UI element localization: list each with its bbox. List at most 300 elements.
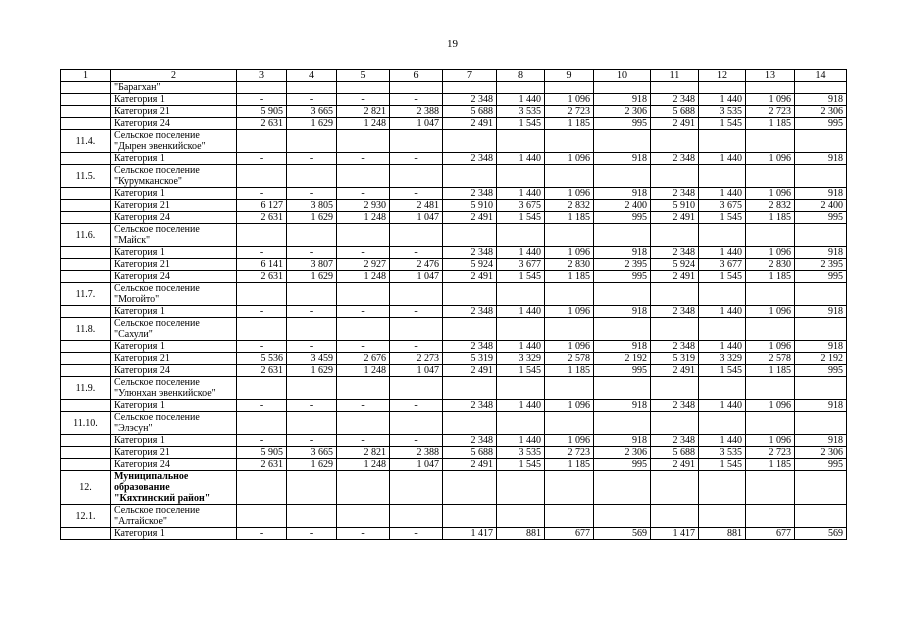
value-cell: 2 348 — [651, 247, 699, 259]
value-cell: - — [287, 528, 337, 540]
row-index: 11.8. — [61, 318, 111, 341]
empty-cell — [545, 505, 594, 528]
value-cell: 995 — [795, 118, 847, 130]
value-cell: 1 440 — [497, 247, 545, 259]
row-index — [61, 188, 111, 200]
value-cell: - — [237, 435, 287, 447]
row-name-line: Категория 1 — [114, 153, 165, 164]
value-cell: 5 319 — [651, 353, 699, 365]
value-cell: 1 185 — [746, 271, 795, 283]
value-cell: 3 807 — [287, 259, 337, 271]
value-cell: 5 536 — [237, 353, 287, 365]
value-cell: 1 185 — [545, 212, 594, 224]
row-index — [61, 528, 111, 540]
header-cell: 8 — [497, 70, 545, 82]
value-cell: 2 348 — [443, 153, 497, 165]
empty-cell — [337, 412, 390, 435]
empty-cell — [390, 165, 443, 188]
row-name-line: "Майск" — [114, 235, 151, 246]
value-cell: 3 665 — [287, 106, 337, 118]
empty-cell — [795, 471, 847, 505]
row-name-line: Категория 21 — [114, 447, 170, 458]
empty-cell — [699, 130, 746, 153]
value-cell: 1 185 — [746, 459, 795, 471]
empty-cell — [651, 471, 699, 505]
value-cell: 2 723 — [746, 106, 795, 118]
value-cell: 1 096 — [545, 153, 594, 165]
row-name-line: Категория 24 — [114, 271, 170, 282]
value-cell: 1 440 — [699, 153, 746, 165]
value-cell: 2 306 — [594, 106, 651, 118]
value-cell: 2 631 — [237, 365, 287, 377]
value-cell: - — [390, 188, 443, 200]
row-name-line: Сельское поселение — [114, 412, 200, 423]
row-name — [111, 459, 237, 471]
value-cell: 1 096 — [746, 306, 795, 318]
empty-cell — [443, 318, 497, 341]
empty-cell — [337, 505, 390, 528]
row-name-line: "Сахули" — [114, 329, 153, 340]
value-cell: 3 535 — [699, 447, 746, 459]
value-cell: 1 096 — [545, 341, 594, 353]
empty-cell — [545, 318, 594, 341]
value-cell: 5 910 — [651, 200, 699, 212]
value-cell: 1 248 — [337, 271, 390, 283]
table-row — [61, 365, 847, 377]
value-cell: - — [390, 153, 443, 165]
row-index — [61, 118, 111, 130]
value-cell: 2 491 — [651, 118, 699, 130]
value-cell: 1 096 — [545, 94, 594, 106]
table-row — [61, 505, 847, 528]
value-cell: 881 — [699, 528, 746, 540]
value-cell: - — [337, 306, 390, 318]
value-cell: - — [237, 528, 287, 540]
header-row — [61, 70, 847, 82]
row-name-line: Категория 1 — [114, 435, 165, 446]
empty-cell — [545, 412, 594, 435]
value-cell: 2 395 — [594, 259, 651, 271]
empty-cell — [237, 283, 287, 306]
value-cell: 1 047 — [390, 118, 443, 130]
empty-cell — [795, 165, 847, 188]
value-cell: 2 491 — [443, 271, 497, 283]
empty-cell — [699, 224, 746, 247]
value-cell: 2 395 — [795, 259, 847, 271]
row-name-line: Сельское поселение — [114, 283, 200, 294]
empty-cell — [545, 471, 594, 505]
value-cell: 995 — [795, 459, 847, 471]
value-cell: 1 096 — [545, 435, 594, 447]
empty-cell — [746, 130, 795, 153]
empty-cell — [594, 377, 651, 400]
value-cell: 1 440 — [497, 341, 545, 353]
value-cell: 2 306 — [795, 106, 847, 118]
row-index — [61, 353, 111, 365]
value-cell: 918 — [795, 188, 847, 200]
value-cell: 1 629 — [287, 365, 337, 377]
empty-cell — [746, 412, 795, 435]
row-name-line: Категория 24 — [114, 212, 170, 223]
value-cell: 677 — [746, 528, 795, 540]
value-cell: - — [287, 188, 337, 200]
empty-cell — [699, 505, 746, 528]
empty-cell — [795, 224, 847, 247]
empty-cell — [497, 318, 545, 341]
empty-cell — [287, 82, 337, 94]
empty-cell — [390, 412, 443, 435]
empty-cell — [237, 471, 287, 505]
value-cell: 2 723 — [545, 106, 594, 118]
header-cell: 2 — [111, 70, 237, 82]
empty-cell — [237, 505, 287, 528]
table-row — [61, 377, 847, 400]
value-cell: - — [390, 528, 443, 540]
empty-cell — [337, 377, 390, 400]
empty-cell — [651, 224, 699, 247]
table-row — [61, 94, 847, 106]
row-name — [111, 365, 237, 377]
value-cell: 1 047 — [390, 365, 443, 377]
value-cell: - — [287, 247, 337, 259]
value-cell: 2 723 — [545, 447, 594, 459]
value-cell: 5 924 — [651, 259, 699, 271]
value-cell: 1 417 — [443, 528, 497, 540]
row-name-line: Категория 21 — [114, 200, 170, 211]
value-cell: 5 688 — [443, 447, 497, 459]
table-row — [61, 435, 847, 447]
value-cell: - — [237, 188, 287, 200]
value-cell: 918 — [795, 400, 847, 412]
table-row — [61, 459, 847, 471]
value-cell: 5 910 — [443, 200, 497, 212]
empty-cell — [651, 505, 699, 528]
value-cell: 2 631 — [237, 459, 287, 471]
value-cell: 5 319 — [443, 353, 497, 365]
row-index: 11.6. — [61, 224, 111, 247]
table-row — [61, 153, 847, 165]
value-cell: 2 192 — [795, 353, 847, 365]
row-name-line: Категория 24 — [114, 118, 170, 129]
empty-cell — [337, 224, 390, 247]
value-cell: 2 491 — [651, 271, 699, 283]
row-index — [61, 459, 111, 471]
header-cell: 6 — [390, 70, 443, 82]
value-cell: 1 185 — [545, 365, 594, 377]
empty-cell — [443, 283, 497, 306]
table-row — [61, 259, 847, 271]
value-cell: - — [337, 247, 390, 259]
empty-cell — [337, 318, 390, 341]
header-cell: 11 — [651, 70, 699, 82]
row-index — [61, 365, 111, 377]
value-cell: 1 047 — [390, 212, 443, 224]
row-name — [111, 447, 237, 459]
value-cell: 3 535 — [497, 106, 545, 118]
value-cell: 918 — [594, 247, 651, 259]
row-name-line: "Дырен эвенкийское" — [114, 141, 206, 152]
empty-cell — [699, 165, 746, 188]
value-cell: 2 491 — [443, 365, 497, 377]
header-cell: 9 — [545, 70, 594, 82]
value-cell: 2 348 — [651, 341, 699, 353]
value-cell: 2 348 — [443, 306, 497, 318]
value-cell: 2 400 — [594, 200, 651, 212]
row-index — [61, 435, 111, 447]
empty-cell — [651, 377, 699, 400]
row-name-line: Сельское поселение — [114, 318, 200, 329]
empty-cell — [545, 224, 594, 247]
row-index — [61, 306, 111, 318]
value-cell: 6 127 — [237, 200, 287, 212]
value-cell: 2 830 — [746, 259, 795, 271]
table-row — [61, 224, 847, 247]
value-cell: 1 629 — [287, 212, 337, 224]
row-name — [111, 82, 237, 94]
value-cell: 995 — [795, 365, 847, 377]
value-cell: - — [237, 94, 287, 106]
row-name-line: "Курумканское" — [114, 176, 182, 187]
value-cell: 1 545 — [699, 365, 746, 377]
empty-cell — [443, 224, 497, 247]
value-cell: 3 329 — [497, 353, 545, 365]
value-cell: 3 805 — [287, 200, 337, 212]
row-name — [111, 247, 237, 259]
value-cell: 995 — [594, 118, 651, 130]
value-cell: 2 821 — [337, 106, 390, 118]
value-cell: 2 400 — [795, 200, 847, 212]
row-index: 12.1. — [61, 505, 111, 528]
value-cell: - — [337, 153, 390, 165]
empty-cell — [594, 505, 651, 528]
table-row — [61, 412, 847, 435]
header-cell: 4 — [287, 70, 337, 82]
table-row — [61, 271, 847, 283]
value-cell: 918 — [795, 306, 847, 318]
row-name — [111, 435, 237, 447]
value-cell: 2 723 — [746, 447, 795, 459]
value-cell: 3 675 — [497, 200, 545, 212]
value-cell: 1 440 — [699, 306, 746, 318]
value-cell: 3 675 — [699, 200, 746, 212]
empty-cell — [651, 82, 699, 94]
value-cell: 5 688 — [651, 106, 699, 118]
value-cell: 3 459 — [287, 353, 337, 365]
value-cell: 1 185 — [545, 271, 594, 283]
row-name — [111, 318, 237, 341]
row-name — [111, 153, 237, 165]
row-name — [111, 412, 237, 435]
value-cell: 1 096 — [746, 341, 795, 353]
empty-cell — [287, 412, 337, 435]
empty-cell — [287, 283, 337, 306]
row-name-line: Категория 1 — [114, 94, 165, 105]
value-cell: 2 348 — [651, 188, 699, 200]
row-index: 11.4. — [61, 130, 111, 153]
value-cell: 2 491 — [651, 365, 699, 377]
row-index — [61, 82, 111, 94]
empty-cell — [337, 82, 390, 94]
value-cell: 995 — [795, 271, 847, 283]
row-name — [111, 224, 237, 247]
value-cell: 918 — [795, 94, 847, 106]
value-cell: 6 141 — [237, 259, 287, 271]
empty-cell — [795, 318, 847, 341]
row-name — [111, 271, 237, 283]
empty-cell — [699, 377, 746, 400]
row-index — [61, 447, 111, 459]
empty-cell — [287, 165, 337, 188]
header-cell: 5 — [337, 70, 390, 82]
empty-cell — [390, 283, 443, 306]
table-row — [61, 341, 847, 353]
empty-cell — [594, 283, 651, 306]
value-cell: 2 631 — [237, 212, 287, 224]
value-cell: 1 185 — [545, 459, 594, 471]
value-cell: 1 047 — [390, 459, 443, 471]
empty-cell — [443, 412, 497, 435]
empty-cell — [237, 165, 287, 188]
empty-cell — [699, 82, 746, 94]
empty-cell — [545, 377, 594, 400]
table-row — [61, 318, 847, 341]
value-cell: 1 248 — [337, 212, 390, 224]
value-cell: 918 — [795, 153, 847, 165]
value-cell: 2 821 — [337, 447, 390, 459]
value-cell: - — [237, 400, 287, 412]
empty-cell — [287, 471, 337, 505]
value-cell: 1 545 — [497, 365, 545, 377]
value-cell: - — [337, 188, 390, 200]
table-row — [61, 118, 847, 130]
value-cell: 918 — [594, 94, 651, 106]
value-cell: 677 — [545, 528, 594, 540]
empty-cell — [237, 224, 287, 247]
empty-cell — [237, 412, 287, 435]
value-cell: 2 348 — [651, 153, 699, 165]
empty-cell — [594, 130, 651, 153]
row-name-line: "Могойто" — [114, 294, 160, 305]
row-name-line: Категория 1 — [114, 400, 165, 411]
value-cell: 2 348 — [651, 435, 699, 447]
value-cell: 2 832 — [746, 200, 795, 212]
row-name — [111, 505, 237, 528]
value-cell: 1 440 — [497, 435, 545, 447]
value-cell: 1 440 — [699, 188, 746, 200]
row-index: 11.7. — [61, 283, 111, 306]
value-cell: 1 096 — [545, 188, 594, 200]
value-cell: 5 905 — [237, 447, 287, 459]
value-cell: - — [287, 306, 337, 318]
empty-cell — [287, 505, 337, 528]
row-name — [111, 377, 237, 400]
empty-cell — [497, 505, 545, 528]
value-cell: 1 545 — [497, 271, 545, 283]
row-name — [111, 353, 237, 365]
value-cell: 1 440 — [699, 341, 746, 353]
value-cell: 1 545 — [699, 212, 746, 224]
value-cell: 2 348 — [651, 306, 699, 318]
row-name-line: Категория 1 — [114, 528, 165, 539]
value-cell: 918 — [594, 435, 651, 447]
empty-cell — [390, 505, 443, 528]
empty-cell — [443, 130, 497, 153]
value-cell: - — [287, 435, 337, 447]
value-cell: 3 329 — [699, 353, 746, 365]
value-cell: 918 — [594, 341, 651, 353]
value-cell: - — [337, 400, 390, 412]
value-cell: 918 — [795, 435, 847, 447]
row-name — [111, 165, 237, 188]
row-name-line: "Кяхтинский район" — [114, 493, 211, 504]
value-cell: 2 830 — [545, 259, 594, 271]
row-index — [61, 247, 111, 259]
row-name-line: Категория 1 — [114, 188, 165, 199]
value-cell: - — [390, 400, 443, 412]
row-index — [61, 259, 111, 271]
value-cell: 1 096 — [746, 247, 795, 259]
value-cell: 1 440 — [497, 306, 545, 318]
row-name — [111, 118, 237, 130]
table-row — [61, 130, 847, 153]
empty-cell — [337, 165, 390, 188]
empty-cell — [699, 318, 746, 341]
empty-cell — [594, 82, 651, 94]
empty-cell — [594, 165, 651, 188]
empty-cell — [237, 377, 287, 400]
page-number: 19 — [447, 38, 458, 50]
empty-cell — [497, 224, 545, 247]
value-cell: 918 — [795, 247, 847, 259]
value-cell: 1 545 — [699, 459, 746, 471]
table-row — [61, 306, 847, 318]
value-cell: 918 — [795, 341, 847, 353]
value-cell: 2 578 — [545, 353, 594, 365]
value-cell: 1 440 — [699, 247, 746, 259]
value-cell: - — [337, 341, 390, 353]
table-row — [61, 188, 847, 200]
value-cell: 1 185 — [746, 118, 795, 130]
empty-cell — [497, 283, 545, 306]
value-cell: - — [237, 153, 287, 165]
value-cell: 1 440 — [497, 153, 545, 165]
row-index — [61, 212, 111, 224]
empty-cell — [287, 224, 337, 247]
value-cell: 1 440 — [497, 188, 545, 200]
value-cell: 995 — [594, 212, 651, 224]
row-name — [111, 188, 237, 200]
empty-cell — [443, 82, 497, 94]
value-cell: 1 096 — [545, 306, 594, 318]
value-cell: 995 — [594, 459, 651, 471]
value-cell: 2 578 — [746, 353, 795, 365]
header-cell: 12 — [699, 70, 746, 82]
row-name-line: "Элэсун" — [114, 423, 153, 434]
value-cell: 1 096 — [746, 435, 795, 447]
row-index: 11.10. — [61, 412, 111, 435]
value-cell: - — [287, 94, 337, 106]
value-cell: - — [337, 94, 390, 106]
value-cell: 881 — [497, 528, 545, 540]
empty-cell — [795, 505, 847, 528]
value-cell: 918 — [594, 153, 651, 165]
value-cell: 2 348 — [651, 400, 699, 412]
value-cell: 1 185 — [746, 365, 795, 377]
empty-cell — [699, 471, 746, 505]
table-row — [61, 200, 847, 212]
value-cell: 1 185 — [545, 118, 594, 130]
empty-cell — [594, 412, 651, 435]
